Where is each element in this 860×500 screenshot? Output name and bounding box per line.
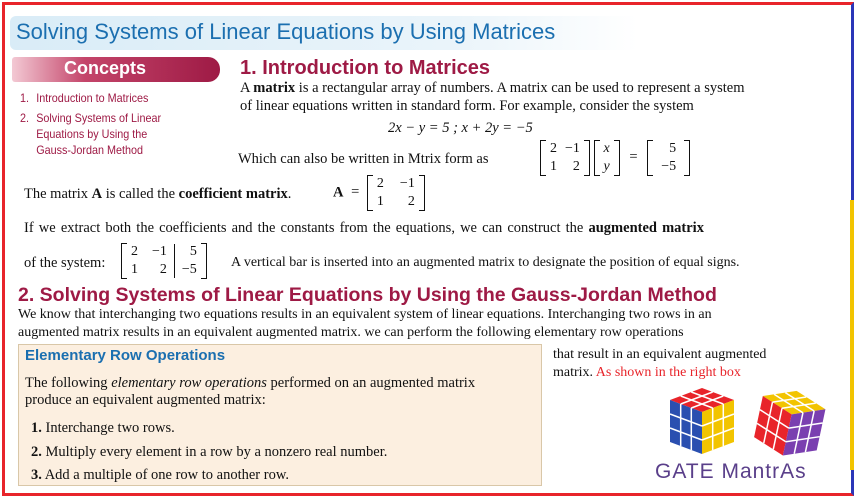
matrix-cell: 2 [407,194,415,209]
elementary-row-operations-box [18,344,542,486]
concept-item-number: 1. [20,91,30,105]
matrix-A-label: A [333,184,344,201]
matrix-cell: −1 [399,176,415,191]
ero-step-3 [31,467,289,484]
text-span: A [240,80,254,96]
text-span: matrix. [553,365,596,380]
step-text: Multiply every element in a row by a nonzero real number. [45,444,388,460]
matrix-column [546,140,561,176]
cube-icon-right [752,384,828,462]
augmented-matrix-body [121,243,207,279]
text-span: is a rectangular array of numbers. A matrix can be used to represent a system [295,80,745,96]
ero-step-1 [31,420,175,437]
matrix-cell: x [603,141,610,156]
augmented-matrix [121,243,207,279]
matrix-cell: −5 [181,262,197,277]
coefficient-matrix [540,140,590,176]
matrix-definition-line1 [240,79,745,97]
matrix-A-definition [333,175,425,211]
matrix-form-text: Which can also be written in Mtrix form as [238,151,489,167]
matrix-cell: 5 [669,141,677,156]
coefficient-sentence [24,185,291,203]
matrix-column [178,243,201,279]
matrix-cell: y [603,159,610,174]
step-number: 1. [31,420,42,436]
matrix-cell: 1 [131,262,138,277]
section2-line3: that result in an equivalent augmented [553,347,767,362]
term-augmented-matrix: augmented matrix [588,220,704,236]
step-number: 3. [31,467,42,483]
matrix-cell: −1 [152,244,167,259]
gold-edge-decoration [850,200,854,470]
ero-step-2 [31,444,387,461]
bracket-right [419,175,425,211]
concept-item-number: 2. [20,111,30,125]
term-elementary-row-operations: elementary row operations [111,375,267,391]
concept-item-label: Solving Systems of Linear Equations by Using the Gauss-Jordan Method [36,111,162,157]
page-title: Solving Systems of Linear Equations by Using Matrices [16,19,556,44]
rubiks-cube-logo-icon [662,382,832,462]
matrix-definition-line2: of linear equations written in standard form. For example, consider the system [240,98,694,114]
matrix-cell: 5 [189,244,197,259]
matrix-cell: 2 [159,262,167,277]
text-span: . [287,186,292,202]
text-span: The following [25,375,112,391]
matrix-form-equation [540,140,690,176]
matrix-column [388,175,419,211]
section2-line1: We know that interchanging two equations results in an equivalent system of linear equations. Interchanging two rows in an [18,307,712,322]
step-text: Add a multiple of one row to another row. [44,467,289,483]
section2-line2: augmented matrix results in an equivalent augmented matrix. we can perform the following elementary row operations [18,325,684,340]
text-span: performed on an augmented matrix [266,375,476,391]
concepts-tab [12,57,220,82]
section2-heading: 2. Solving Systems of Linear Equations by Using the Gauss-Jordan Method [18,284,717,306]
matrix-cell: 2 [572,159,580,174]
logo-text: GATE MantrAs [655,460,807,483]
constant-vector [647,140,690,176]
matrix-cell: 2 [550,141,557,156]
term-coefficient-matrix: coefficient matrix [178,186,288,202]
text-span: is called the [102,186,179,202]
term-matrix: matrix [253,80,296,96]
concept-item-intro[interactable] [20,90,200,106]
matrix-column [142,243,171,279]
concept-item-gauss-jordan[interactable] [20,110,200,158]
step-number: 2. [31,444,42,460]
matrix-column [600,140,614,176]
equals-sign: = [351,184,360,201]
system-equations: 2x − y = 5 ; x + 2y = −5 [388,120,533,136]
matrix-cell: −1 [565,141,580,156]
bracket-right [201,243,207,279]
bracket-right [684,140,690,176]
matrix-cell: 2 [131,244,138,259]
bracket-right [614,140,620,176]
matrix-cell: −5 [661,159,677,174]
augmented-sentence [24,219,704,237]
concepts-tab-label: Concepts [64,58,147,78]
matrix-column [373,175,388,211]
matrix-cell: 1 [550,159,557,174]
bracket-right [584,140,590,176]
text-span: The matrix [24,186,92,202]
text-span: If we extract both the coefficients and the constants from the equations, we can construct the [24,220,589,236]
matrix-cell: 1 [376,194,384,209]
augmented-system-prefix: of the system: [24,255,106,271]
concept-list [20,90,200,162]
concept-item-label: Introduction to Matrices [36,91,149,105]
matrix-column [561,140,584,176]
matrix-column [653,140,684,176]
section2-line4 [553,364,741,382]
variable-vector [594,140,620,176]
matrix-cell: 2 [376,176,384,191]
ero-intro-line2: produce an equivalent augmented matrix: [25,392,266,408]
section1-heading: 1. Introduction to Matrices [240,57,491,79]
ero-title: Elementary Row Operations [25,347,226,364]
equals-sign: = [629,149,638,166]
step-text: Interchange two rows. [45,420,175,436]
matrix-A [367,175,425,211]
ero-intro [25,375,475,409]
augmented-suffix: A vertical bar is inserted into an augmented matrix to designate the position of equal signs. [231,255,740,270]
red-note: As shown in the right box [595,365,741,380]
matrix-column [127,243,142,279]
cube-icon-left [670,388,734,454]
term-A: A [91,186,103,202]
augmented-divider [174,244,175,278]
